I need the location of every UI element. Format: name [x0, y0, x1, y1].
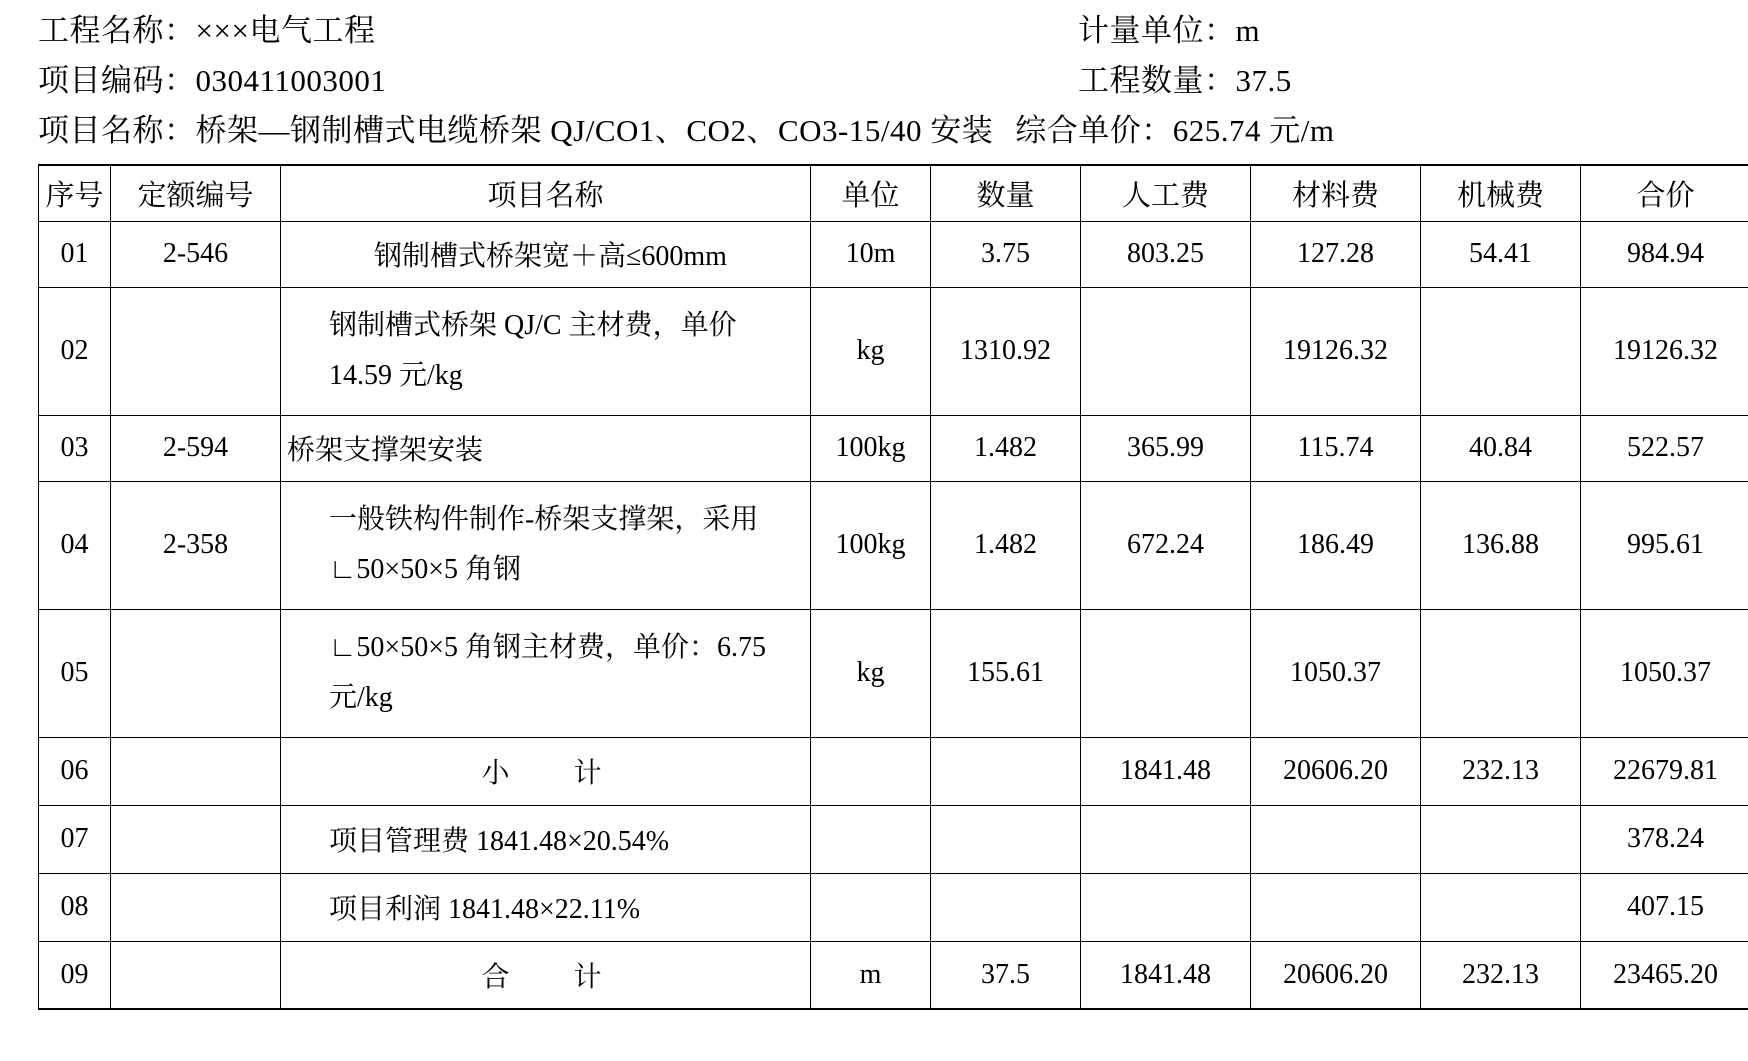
column-header-quantity: 数量 [931, 165, 1081, 221]
measure-unit-label: 计量单位： [1078, 13, 1236, 48]
cell-no: 09 [39, 941, 111, 1009]
cell-total: 984.94 [1581, 221, 1748, 287]
table-row [39, 737, 1748, 805]
work-quantity-label: 工程数量： [1078, 63, 1236, 98]
cell-quantity: 1310.92 [931, 287, 1081, 415]
cell-quantity: 37.5 [931, 941, 1081, 1009]
header-row-code [38, 56, 1710, 106]
cell-machine: 54.41 [1421, 221, 1581, 287]
cell-unit: m [811, 941, 931, 1009]
cell-name: 小 计 [281, 737, 811, 805]
cell-quantity [931, 805, 1081, 873]
cell-name: 桥架支撑架安装 [281, 415, 811, 481]
cell-unit: 10m [811, 221, 931, 287]
column-header-total: 合价 [1581, 165, 1748, 221]
table-row [39, 941, 1748, 1009]
cell-total: 22679.81 [1581, 737, 1748, 805]
item-code-group [38, 56, 1078, 106]
table-row [39, 287, 1748, 415]
item-code-label: 项目编码： [38, 63, 196, 98]
cell-no: 06 [39, 737, 111, 805]
column-header-unit: 单位 [811, 165, 931, 221]
cell-no: 07 [39, 805, 111, 873]
cell-unit: 100kg [811, 415, 931, 481]
table-row [39, 609, 1748, 737]
cell-labor: 672.24 [1081, 481, 1251, 609]
table-row [39, 481, 1748, 609]
cell-name: ∟50×50×5 角钢主材费，单价：6.75 元/kg [281, 609, 811, 737]
item-code-value: 030411003001 [195, 63, 387, 98]
column-header-code: 定额编号 [111, 165, 281, 221]
cell-unit [811, 737, 931, 805]
table-header-row [39, 165, 1748, 221]
cell-machine [1421, 287, 1581, 415]
item-name-group [38, 106, 993, 156]
cell-labor: 1841.48 [1081, 941, 1251, 1009]
cell-no: 02 [39, 287, 111, 415]
column-header-no: 序号 [39, 165, 111, 221]
table-body [39, 221, 1748, 1009]
table-row [39, 221, 1748, 287]
table-row [39, 873, 1748, 941]
cell-code [111, 873, 281, 941]
cost-analysis-table [38, 164, 1748, 1010]
project-name-value: ×××电气工程 [195, 13, 376, 48]
cell-name: 钢制槽式桥架宽＋高≤600mm [281, 221, 811, 287]
cell-material [1251, 873, 1421, 941]
cell-labor: 1841.48 [1081, 737, 1251, 805]
cell-material: 115.74 [1251, 415, 1421, 481]
cell-total: 23465.20 [1581, 941, 1748, 1009]
cell-total: 19126.32 [1581, 287, 1748, 415]
cell-material: 1050.37 [1251, 609, 1421, 737]
cell-code [111, 737, 281, 805]
cell-total: 407.15 [1581, 873, 1748, 941]
unit-price-label: 综合单价： [1015, 113, 1173, 148]
table-row [39, 415, 1748, 481]
cell-machine: 136.88 [1421, 481, 1581, 609]
cell-unit [811, 873, 931, 941]
cell-machine [1421, 805, 1581, 873]
cell-name: 项目管理费 1841.48×20.54% [281, 805, 811, 873]
cell-no: 03 [39, 415, 111, 481]
cell-code: 2-358 [111, 481, 281, 609]
cell-labor [1081, 287, 1251, 415]
column-header-name: 项目名称 [281, 165, 811, 221]
cell-no: 01 [39, 221, 111, 287]
cell-unit: 100kg [811, 481, 931, 609]
cell-name: 合 计 [281, 941, 811, 1009]
cell-material: 127.28 [1251, 221, 1421, 287]
cell-material: 20606.20 [1251, 941, 1421, 1009]
measure-unit-value: m [1235, 13, 1261, 48]
header-row-itemname [38, 106, 1710, 156]
cell-material: 186.49 [1251, 481, 1421, 609]
cell-total: 378.24 [1581, 805, 1748, 873]
cell-machine: 232.13 [1421, 941, 1581, 1009]
item-name-value: 桥架—钢制槽式电缆桥架 QJ/CO1、CO2、CO3-15/40 安装 [195, 113, 994, 148]
cell-no: 05 [39, 609, 111, 737]
cell-labor [1081, 873, 1251, 941]
cell-labor [1081, 805, 1251, 873]
cell-no: 08 [39, 873, 111, 941]
cell-no: 04 [39, 481, 111, 609]
cell-machine [1421, 873, 1581, 941]
cell-quantity [931, 873, 1081, 941]
column-header-machine: 机械费 [1421, 165, 1581, 221]
unit-price-group [1015, 106, 1334, 156]
project-name-group [38, 6, 1078, 56]
cell-quantity: 1.482 [931, 481, 1081, 609]
cell-quantity [931, 737, 1081, 805]
cell-machine [1421, 609, 1581, 737]
cell-quantity: 1.482 [931, 415, 1081, 481]
document-header [38, 0, 1710, 156]
work-quantity-group [1078, 56, 1292, 106]
cell-code: 2-546 [111, 221, 281, 287]
cell-material [1251, 805, 1421, 873]
table-row [39, 805, 1748, 873]
cell-material: 20606.20 [1251, 737, 1421, 805]
column-header-material: 材料费 [1251, 165, 1421, 221]
table-header [39, 165, 1748, 221]
cell-code [111, 941, 281, 1009]
cell-name: 一般铁构件制作-桥架支撑架，采用 ∟50×50×5 角钢 [281, 481, 811, 609]
cell-total: 1050.37 [1581, 609, 1748, 737]
header-row-project [38, 6, 1710, 56]
cell-unit [811, 805, 931, 873]
cell-unit: kg [811, 287, 931, 415]
item-name-label: 项目名称： [38, 113, 196, 148]
cell-code: 2-594 [111, 415, 281, 481]
cell-machine: 40.84 [1421, 415, 1581, 481]
cell-name: 钢制槽式桥架 QJ/C 主材费，单价 14.59 元/kg [281, 287, 811, 415]
cell-code [111, 609, 281, 737]
cell-code [111, 805, 281, 873]
cell-quantity: 155.61 [931, 609, 1081, 737]
work-quantity-value: 37.5 [1235, 63, 1292, 98]
measure-unit-group [1078, 6, 1260, 56]
cell-labor: 803.25 [1081, 221, 1251, 287]
project-name-label: 工程名称： [38, 13, 196, 48]
cell-labor: 365.99 [1081, 415, 1251, 481]
cell-code [111, 287, 281, 415]
cell-unit: kg [811, 609, 931, 737]
cell-machine: 232.13 [1421, 737, 1581, 805]
cell-name: 项目利润 1841.48×22.11% [281, 873, 811, 941]
unit-price-value: 625.74 元/m [1172, 113, 1335, 148]
cell-total: 522.57 [1581, 415, 1748, 481]
column-header-labor: 人工费 [1081, 165, 1251, 221]
cell-total: 995.61 [1581, 481, 1748, 609]
cell-quantity: 3.75 [931, 221, 1081, 287]
cell-labor [1081, 609, 1251, 737]
cell-material: 19126.32 [1251, 287, 1421, 415]
